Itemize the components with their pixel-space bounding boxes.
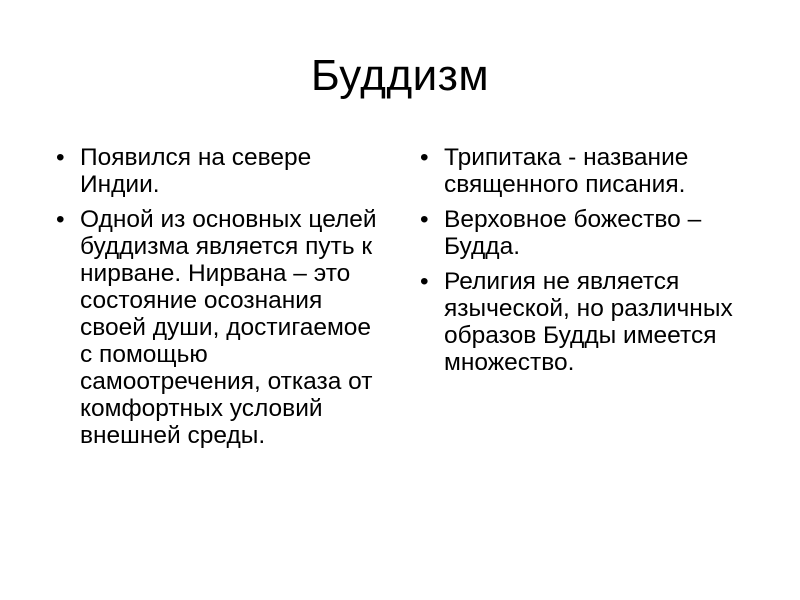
left-bullet-list [56,144,386,457]
bullet-text: Религия не является языческой, но различных образов Будды имеется множество. [444,268,733,376]
bullet-item [420,268,760,376]
right-bullet-list [420,144,760,384]
bullet-dot-icon: • [420,206,429,233]
bullet-text: Появился на севере Индии. [80,144,312,198]
bullet-item [56,206,386,449]
bullet-text: Одной из основных целей буддизма является путь к нирване. Нирвана – это состояние осознания своей души, достигаемое с помощью самоотречения, отказа от комфортных условий внешней среды. [80,206,377,449]
slide-title: Буддизм [310,51,490,100]
bullet-dot-icon: • [420,144,429,171]
bullet-item [420,206,760,260]
bullet-text: Трипитака - название священного писания. [444,144,689,198]
bullet-dot-icon: • [56,144,65,171]
bullet-item [56,144,386,198]
bullet-text: Верховное божество – Будда. [444,206,702,260]
bullet-dot-icon: • [420,268,429,295]
bullet-item [420,144,760,198]
bullet-dot-icon: • [56,206,65,233]
